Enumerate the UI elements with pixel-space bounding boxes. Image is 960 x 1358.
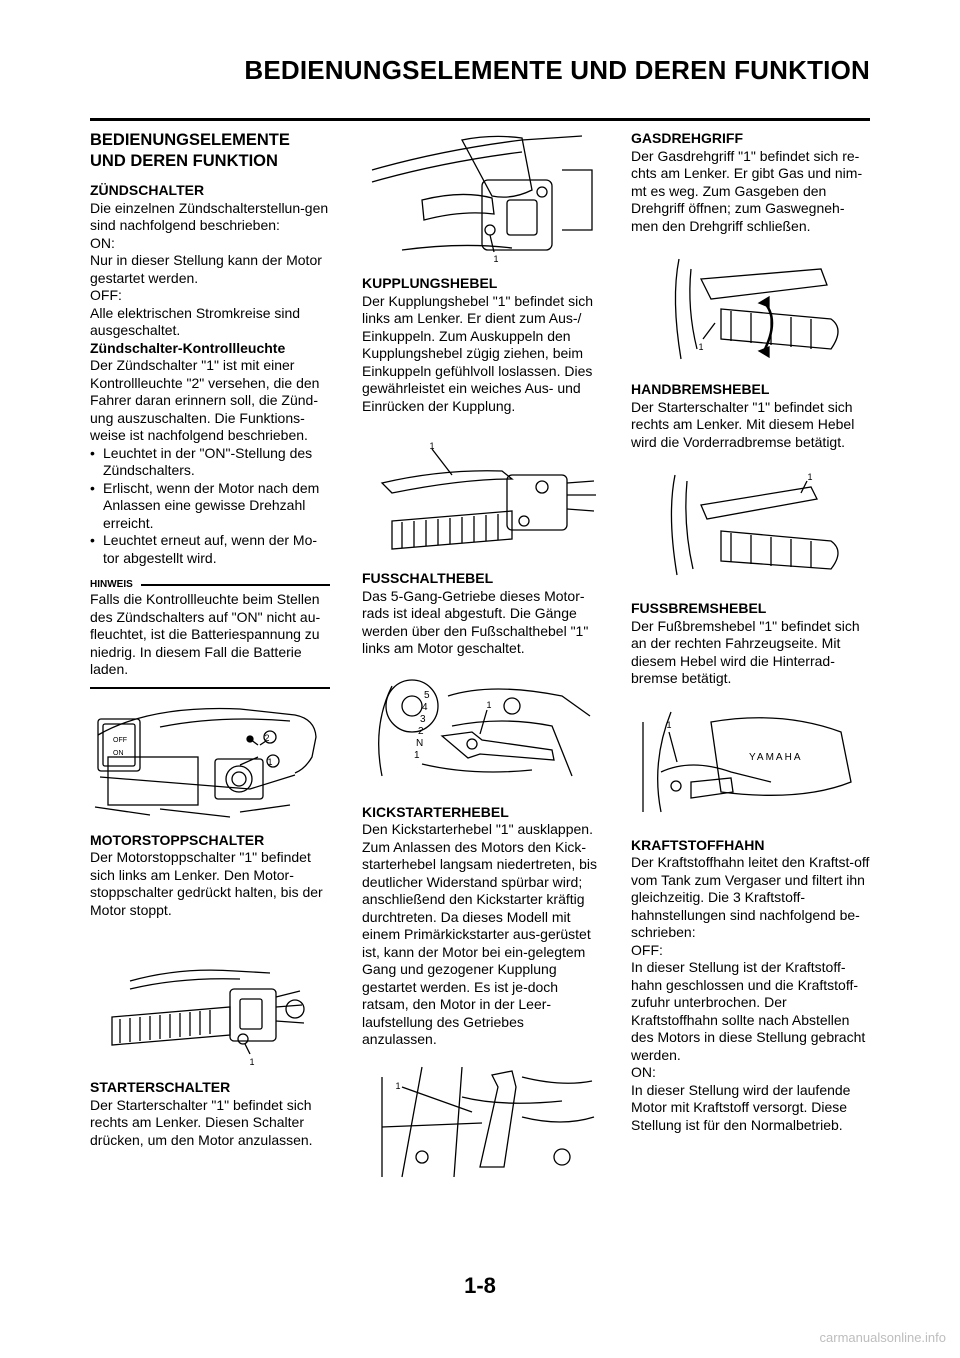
- starterschalter-block: [90, 1079, 330, 1149]
- hinweis-note: [90, 579, 330, 689]
- figure-clutch-lever-top: [362, 130, 602, 265]
- ignition-on-label: ON: [113, 749, 124, 757]
- hinweis-text: Falls die Kontrollleuchte beim Stellen des Zündschalters auf "ON" nicht au-fleuchtet, ist die Batteriespannung zu niedrig. In diesem Fall die Batterie laden.: [90, 591, 321, 677]
- kupplungshebel-block: [362, 275, 602, 415]
- callout-1: 1: [267, 756, 273, 767]
- handbremshebel-text: Der Starterschalter "1" befindet sich rechts am Lenker. Mit diesem Hebel wird die Vorderradbremse betätigt.: [631, 398, 855, 450]
- callout-1: 1: [807, 472, 813, 482]
- gear-2: 2: [418, 725, 424, 737]
- figure-throttle-grip: [631, 249, 871, 371]
- gear-n: N: [416, 737, 424, 749]
- kontrollleuchte-text: Der Zündschalter "1" ist mit einer Kontrollleuchte "2" versehen, die den Fahrer daran erinnern soll, die Zünd-ung auszuschalten. Die Funktions-weise ist nachfolgend beschrieben.: [90, 357, 320, 443]
- gasdrehgriff-text: Der Gasdrehgriff "1" befindet sich re-chts am Lenker. Er gibt Gas und nim-mt es weg. Zum Gasgeben den Drehgriff öffnen; zum Gaswegneh-men den Drehgriff schließen.: [631, 147, 863, 234]
- callout-1: 1: [429, 441, 435, 451]
- section-heading: BEDIENUNGSELEMENTE UND DEREN FUNKTION: [90, 131, 290, 170]
- callout-1: 1: [666, 719, 672, 730]
- kraftstoffhahn-off-text: In dieser Stellung ist der Kraftstoff-hahn geschlossen und die Kraftstoff-zufuhr unterbrochen. Der Kraftstoffhahn sollte nach Abstellen des Motors in diese Stellung gebracht werden.: [631, 959, 866, 1063]
- page-number: 1-8: [464, 1273, 496, 1298]
- kupplungshebel-text: Der Kupplungshebel "1" befindet sich links am Lenker. Er dient zum Aus-/ Einkuppeln. Zum Auskuppeln den Kupplungshebel zügig ziehen, beim Einkuppeln gefühlvoll loslassen. Dies gewährleistet ein weiches Aus- und Einrücken der Kupplung.: [362, 292, 593, 414]
- ignition-off-label: OFF: [113, 736, 127, 744]
- zuendschalter-on-text: Nur in dieser Stellung kann der Motor gestartet werden.: [90, 252, 322, 286]
- kraftstoffhahn-heading: KRAFTSTOFFHAHN: [631, 836, 765, 853]
- gear-5: 5: [424, 689, 430, 701]
- figure-motor-stop-switch: [90, 949, 330, 1069]
- page-header: [90, 55, 870, 86]
- bullet-item: • Leuchtet erneut auf, wenn der Mo-tor abgestellt wird.: [90, 532, 330, 567]
- fussbremshebel-block: [631, 600, 871, 688]
- motorstopp-heading: MOTORSTOPPSCHALTER: [90, 831, 265, 848]
- figure-ignition-switch: [90, 697, 330, 822]
- kraftstoffhahn-block: [631, 837, 871, 1135]
- hinweis-label: HINWEIS: [90, 579, 330, 591]
- callout-1: 1: [486, 699, 492, 710]
- callout-1: 1: [395, 1080, 401, 1091]
- callout-1: 1: [249, 1057, 255, 1067]
- header-rule: [90, 118, 870, 121]
- figure-hand-brake-lever: [631, 465, 871, 590]
- zuendschalter-off-text: Alle elektrischen Stromkreise sind ausgeschaltet.: [90, 304, 301, 338]
- watermark: carmanualsonline.info: [819, 1330, 946, 1345]
- kraftstoffhahn-intro: Der Kraftstoffhahn leitet den Kraftst-off vom Tank zum Vergaser und filtert ihn gleichzeitig. Die 3 Kraftstoff-hahnstellungen sind nachfolgend be-schrieben:: [631, 854, 870, 940]
- hinweis-rule: [90, 687, 330, 689]
- motorstopp-text: Der Motorstoppschalter "1" befindet sich links am Lenker. Den Motor-stoppschalter gedrückt halten, bis der Motor stoppt.: [90, 849, 323, 918]
- zuendschalter-off-label: OFF:: [90, 287, 122, 303]
- fussbremshebel-text: Der Fußbremshebel "1" befindet sich an der rechten Fahrzeugseite. Mit diesem Hebel wird die Hinterrad-bremse betätigt.: [631, 617, 860, 686]
- column-left: [90, 130, 330, 1149]
- kickstarter-block: [362, 804, 602, 1049]
- fussbremshebel-heading: FUSSBREMSHEBEL: [631, 600, 767, 616]
- kickstarter-text: Den Kickstarterhebel "1" ausklappen. Zum Anlassen des Motors den Kick-starterhebel langsam niedertreten, bis deutlicher Widerstand spürbar wird; anschließend den Kickstarter kräftig durchtreten. Da dieses Modell mit einem Primärkickstarter aus-gerüstet ist, kann der Motor bei ein-gelegtem Gang und gezogener Kupplung gestartet werden. Es ist je-doch ratsam, den Motor in der Leer-laufstellung des Getriebes anzulassen.: [362, 821, 598, 1047]
- callout-1: 1: [698, 342, 704, 352]
- kraftstoffhahn-off-label: OFF:: [631, 941, 663, 958]
- callout-1: 1: [493, 254, 499, 264]
- kontrollleuchte-heading: Zündschalter-Kontrollleuchte: [90, 339, 286, 356]
- handbremshebel-heading: HANDBREMSHEBEL: [631, 381, 770, 397]
- gear-1: 1: [414, 749, 420, 761]
- fusschalthebel-text: Das 5-Gang-Getriebe dieses Motor-rads ist ideal abgestuft. Die Gänge werden über den Fußschalthebel "1" links am Motor geschaltet.: [362, 587, 589, 656]
- gasdrehgriff-block: [631, 130, 871, 235]
- bullet-item: • Erlischt, wenn der Motor nach dem Anlassen eine gewisse Drehzahl erreicht.: [90, 480, 330, 533]
- callout-2: 2: [264, 732, 270, 743]
- fusschalthebel-heading: FUSSCHALTHEBEL: [362, 570, 494, 586]
- gear-4: 4: [422, 701, 428, 713]
- kupplungshebel-heading: KUPPLUNGSHEBEL: [362, 275, 498, 291]
- page-title: BEDIENUNGSELEMENTE UND DEREN FUNKTION: [244, 55, 870, 85]
- kraftstoffhahn-on-label: ON:: [631, 1064, 656, 1080]
- kickstarter-heading: KICKSTARTERHEBEL: [362, 803, 509, 820]
- zuendschalter-block: [90, 182, 330, 689]
- column-middle: [362, 130, 602, 1195]
- yamaha-logo: YAMAHA: [749, 751, 803, 763]
- gear-3: 3: [420, 713, 426, 725]
- starterschalter-heading: STARTERSCHALTER: [90, 1079, 231, 1095]
- zuendschalter-on-label: ON:: [90, 234, 115, 251]
- zuendschalter-intro: Die einzelnen Zündschalterstellun-gen sind nachfolgend beschrieben:: [90, 199, 329, 233]
- starterschalter-text: Der Starterschalter "1" befindet sich rechts am Lenker. Diesen Schalter drücken, um den Motor anzulassen.: [90, 1096, 313, 1148]
- gasdrehgriff-heading: GASDREHGRIFF: [631, 130, 743, 146]
- figure-foot-brake-lever: [631, 702, 871, 827]
- kontrollleuchte-bullets: [90, 445, 330, 568]
- motorstopp-block: [90, 832, 330, 920]
- figure-kickstarter: [362, 1057, 602, 1185]
- bullet-item: • Leuchtet in der "ON"-Stellung des Zündschalters.: [90, 445, 330, 480]
- figure-clutch-lever-grip: [362, 435, 602, 560]
- column-right: [631, 130, 871, 1134]
- handbremshebel-block: [631, 381, 871, 451]
- zuendschalter-heading: ZÜNDSCHALTER: [90, 182, 205, 198]
- kraftstoffhahn-on-text: In dieser Stellung wird der laufende Motor mit Kraftstoff versorgt. Diese Stellung ist für den Normalbetrieb.: [631, 1081, 851, 1133]
- fusschalthebel-block: [362, 570, 602, 658]
- figure-shift-lever: [362, 666, 602, 794]
